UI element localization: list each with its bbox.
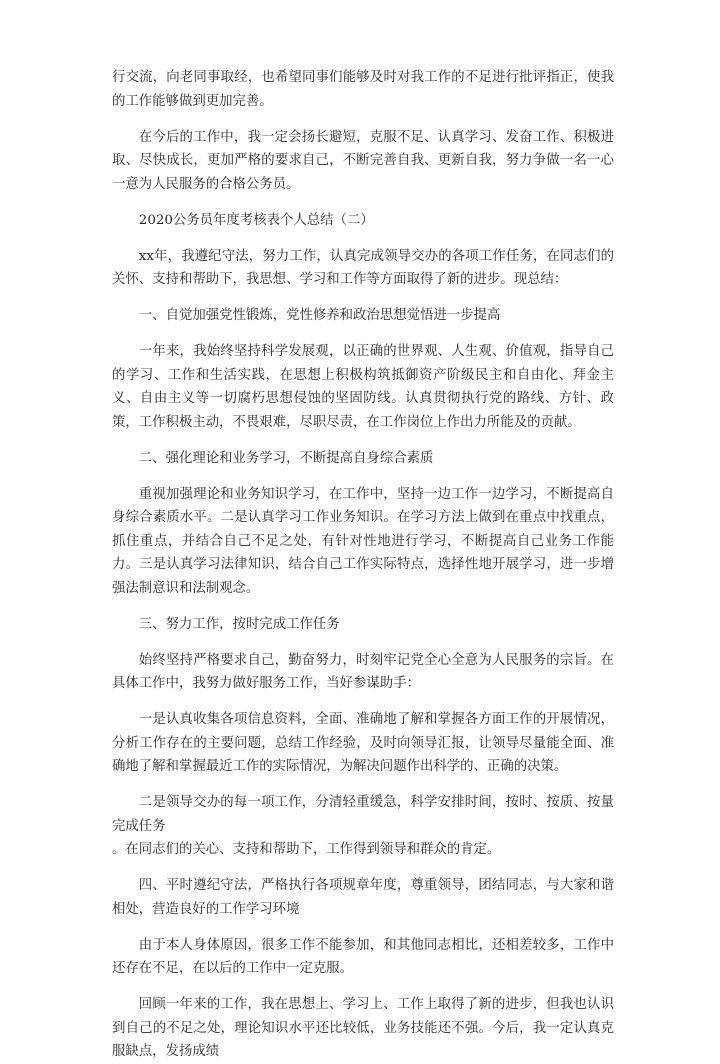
paragraph-1: 行交流，向老同事取经，也希望同事们能够及时对我工作的不足进行批评指正，使我的工作能够做到更加完善。 [112, 70, 614, 109]
paragraph-point-2-continued: 。在同志们的关心、支持和帮助下，工作得到领导和群众的肯定。 [112, 842, 501, 857]
paragraph-intro: xx年，我遵纪守法，努力工作，认真完成领导交办的各项工作任务，在同志们的关怀、支持和帮助下，我思想、学习和工作等方面取得了新的进步。现总结： [112, 248, 614, 287]
paragraph-heading-4-body: 由于本人身体原因，很多工作不能参加，和其他同志相比，还相差较多，工作中还存在不足，在以后的工作中一定克服。 [112, 937, 614, 976]
paragraph-heading-2-body: 重视加强理论和业务知识学习，在工作中，坚持一边工作一边学习，不断提高自身综合素质水平。二是认真学习工作业务知识。在学习方法上做到在重点中找重点，抓住重点，并结合自己不足之处，有针对性地进行学习，不断提高自己业务工作能力。三是认真学习法律知识，结合自己工作实际特点，选择性地开展学习，进一步增强法制意识和法制观念。 [112, 486, 614, 596]
paragraph-point-1: 一是认真收集各项信息资料，全面、准确地了解和掌握各方面工作的开展情况，分析工作存在的主要问题，总结工作经验，及时向领导汇报，让领导尽量能全面、准确地了解和掌握最近工作的实际情况，为解决问题作出科学的、正确的决策。 [112, 712, 614, 774]
heading-4: 四、平时遵纪守法，严格执行各项规章年度，尊重领导，团结同志，与大家和谐相处，营造良好的工作学习环境 [112, 878, 614, 917]
section-title: 2020公务员年度考核表个人总结（二） [138, 212, 374, 228]
paragraph-heading-1-body: 一年来，我始终坚持科学发展观，以正确的世界观、人生观、价值观，指导自己的学习、工作和生活实践，在思想上积极构筑抵御资产阶级民主和自由化、拜金主义、自由主义等一切腐朽思想侵蚀的坚固防线。认真贯彻执行党的路线、方针、政策，工作积极主动，不畏艰难，尽职尽责，在工作岗位上作出力所能及的贡献。 [112, 344, 614, 430]
heading-1: 一、自觉加强党性锻炼，党性修养和政治思想觉悟进一步提高 [138, 308, 501, 323]
paragraph-review: 回顾一年来的工作，我在思想上、学习上、工作上取得了新的进步，但我也认识到自己的不足之处，理论知识水平还比较低，业务技能还不强。今后，我一定认真克服缺点，发扬成绩 [112, 997, 614, 1059]
heading-3: 三、努力工作，按时完成工作任务 [138, 616, 340, 632]
paragraph-heading-3-body: 始终坚持严格要求自己，勤奋努力，时刻牢记党全心全意为人民服务的宗旨。在具体工作中，我努力做好服务工作，当好参谋助手： [112, 652, 614, 691]
heading-2: 二、强化理论和业务学习，不断提高自身综合素质 [138, 450, 434, 466]
paragraph-point-2: 二是领导交办的每一项工作，分清轻重缓急，科学安排时间，按时、按质、按量完成任务 [112, 795, 614, 834]
paragraph-2: 在今后的工作中，我一定会扬长避短，克服不足、认真学习、发奋工作、积极进取、尽快成长，更加严格的要求自己，不断完善自我、更新自我，努力争做一名一心一意为人民服务的合格公务员。 [112, 129, 614, 192]
